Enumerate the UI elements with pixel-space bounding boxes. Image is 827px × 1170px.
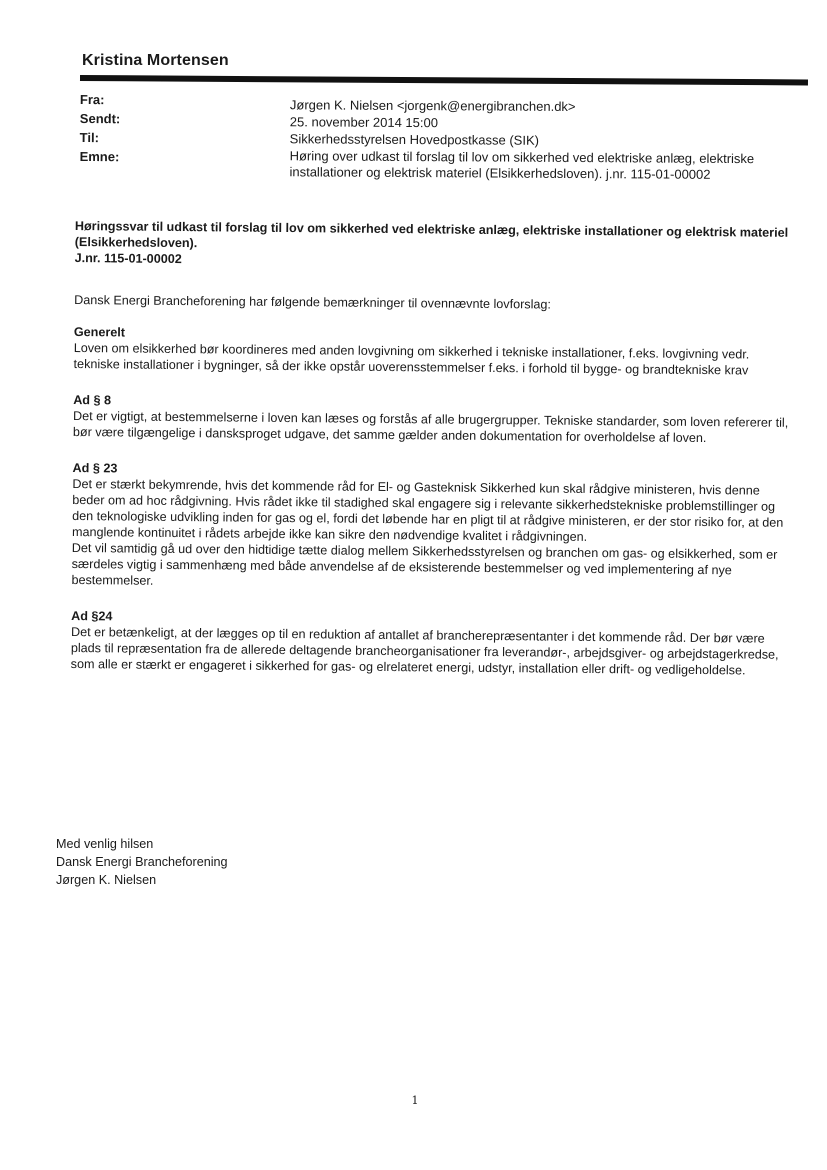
section-heading: Ad § 8 [73,392,112,408]
letter-reference: J.nr. 115-01-00002 [74,250,182,267]
email-header [79,90,800,206]
letter-intro: Dansk Energi Brancheforening har følgende bemærkninger til ovennævnte lovforslag: [74,292,551,312]
section-paragraph: Det vil samtidig gå ud over den hidtidige tætte dialog mellem Sikkerhedsstyrelsen og branchen om gas- og elsikkerhed, som er særdeles vigtig i sammenhæng med både anvendelse af de eksisterende bestemmelser og ved implementering af nye bestemmelser. [71,540,778,588]
page-number: 1 [411,1094,419,1107]
section-paragraph: Loven om elsikkerhed bør koordineres med anden lovgivning om sikkerhed i tekniske installationer, f.eks. lovgivning vedr. tekniske installationer i bygninger, så der ikke opstår uoverensstemmelser f.eks. i forhold til bygge- og brandtekniske krav [73,340,750,378]
from-value: Jørgen K. Nielsen <jorgenk@energibranchen.dk> [289,97,576,115]
header-values [289,97,790,184]
section-paragraph: Det er betænkeligt, at der lægges op til en reduktion af antallet af brancherepræsentanter i det kommende råd. Der bør være plads til repræsentation fra de allerede deltagende brancheorganisationer fra leverandør-, arbejdsgiver- og arbejdstagerkredse, som alle er stærkt er engageret i sikkerhed for gas- og elrelateret energi, udstyr, installation eller drift- og vedligeholdelse. [70,624,779,678]
sender-name: Kristina Mortensen [82,52,229,69]
subject-label: Emne: [79,148,120,165]
header-divider [80,75,808,85]
from-label: Fra: [79,91,105,108]
closing-greeting: Med venlig hilsen [56,837,154,851]
letter-title: Høringssvar til udkast til forslag til lov om sikkerhed ved elektriske anlæg, elektriske installationer og elektrisk materiel (Elsikkerhedsloven). [74,218,789,251]
subject-value: Høring over udkast til forslag til lov om sikkerhed ved elektriske anlæg, elektriske installationer og elektrisk materiel (Elsikkerhedsloven). j.nr. 115-01-00002 [289,148,755,182]
closing-organization: Dansk Energi Brancheforening [56,855,228,869]
section-heading: Ad § 23 [72,460,118,476]
to-value: Sikkerhedsstyrelsen Hovedpostkasse (SIK) [289,131,540,148]
section-heading: Ad §24 [71,608,113,624]
section-heading: Generelt [73,324,126,340]
letter-body [71,218,793,679]
sent-label: Sendt: [79,110,121,127]
sent-value: 25. november 2014 15:00 [289,114,439,131]
to-label: Til: [79,129,100,146]
letter-closing [56,835,456,889]
closing-name: Jørgen K. Nielsen [56,873,157,887]
section-paragraph: Det er stærkt bekymrende, hvis det kommende råd for El- og Gasteknisk Sikkerhed kun skal rådgive ministeren, hvis denne beder om ad hoc rådgivning. Hvis rådet ikke til stadighed skal engagere sig i relevante sikkerhedstekniske problemstillinger og den teknologiske udvikling inden for gas og el, fordi det løbende har en pligt til at rådgive ministeren, er der stor risiko for, at den manglende kontinuitet i rådets arbejde ikke kan sikre den nødvendige kvalitet i rådgivningen. [71,476,784,544]
section-paragraph: Det er vigtigt, at bestemmelserne i loven kan læses og forstås af alle brugergrupper. Tekniske standarder, som loven refererer til, bør være tilgængelige i dansksproget udgave, det samme gælder anden dokumentation for overholdelse af loven. [72,408,789,446]
header-labels [80,92,121,168]
